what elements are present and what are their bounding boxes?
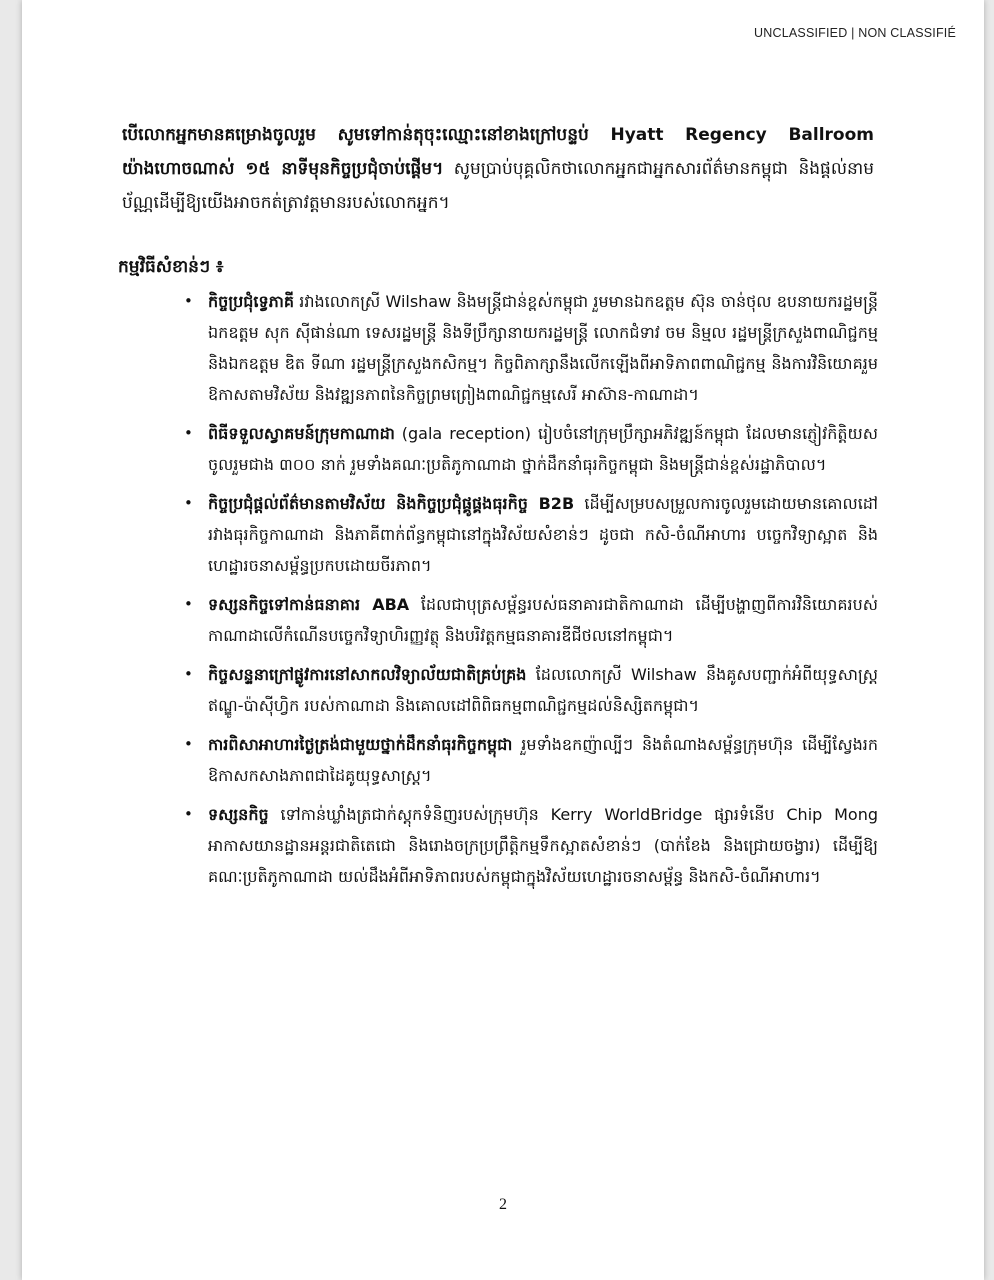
bullet-icon: • — [184, 494, 193, 512]
item-text: ទៅកាន់ឃ្លាំងត្រជាក់ស្តុកទំនិញរបស់ក្រុមហ៊ុន Kerry WorldBridge ផ្សារទំនើប Chip Mong អាកាសយានដ្ឋានអន្តរជាតិតេជោ និងរោងចក្រប្រព្រឹត្តិកម្មទឹកស្អាតសំខាន់ៗ (បាក់ខែង និងជ្រោយចង្វារ) ដើម្បីឱ្យគណៈប្រតិភូកាណាដា យល់ដឹងអំពីអាទិភាពរបស់កម្ពុជាក្នុងវិស័យហេដ្ឋារចនាសម្ព័ន្ធ និងកសិ-ចំណីអាហារ។ — [208, 805, 878, 886]
bullet-icon: • — [184, 805, 193, 823]
item-title: ពិធីទទួលស្វាគមន៍ក្រុមកាណាដា — [208, 424, 395, 443]
item-text: ដែលលោកស្រី Wilshaw នឹងគូសបញ្ជាក់អំពីយុទ្ធសាស្ត្រ ឥណ្ឌូ-ប៉ាស៊ីហ្វិក របស់កាណាដា និងគោលដៅពិពិធកម្មពាណិជ្ជកម្មដល់និស្សិតកម្ពុជា។ — [208, 665, 878, 715]
bullet-icon: • — [184, 595, 193, 613]
bullet-icon: • — [184, 292, 193, 310]
list-item — [182, 799, 878, 892]
list-item — [182, 589, 878, 651]
document-page — [22, 0, 984, 1280]
page-number: 2 — [499, 1196, 507, 1213]
item-title: ទស្សនកិច្ចទៅកាន់ធនាគារ ABA — [208, 595, 410, 614]
list-item — [182, 418, 878, 480]
item-text: (gala reception) រៀបចំនៅក្រុមប្រឹក្សាអភិវឌ្ឍន៍កម្ពុជា ដែលមានភ្ញៀវកិត្តិយសចូលរួមជាង ៣០០ នាក់ រួមទាំងគណៈប្រតិភូកាណាដា ថ្នាក់ដឹកនាំធុរកិច្ចកម្ពុជា និងមន្ត្រីជាន់ខ្ពស់រដ្ឋាភិបាល។ — [208, 424, 878, 474]
section-heading: កម្មវិធីសំខាន់ៗ ៖ — [118, 257, 224, 277]
list-item — [182, 286, 878, 410]
item-title: ការពិសាអាហារថ្ងៃត្រង់ជាមួយថ្នាក់ដឹកនាំធុរកិច្ចកម្ពុជា — [208, 735, 513, 754]
item-title: កិច្ចសន្ទនាក្រៅផ្លូវការនៅសាកលវិទ្យាល័យជាតិគ្រប់គ្រង — [208, 665, 527, 684]
item-title: កិច្ចប្រជុំទ្វេភាគី — [208, 292, 295, 311]
classification-marking: UNCLASSIFIED | NON CLASSIFIÉ — [754, 26, 956, 40]
bullet-icon: • — [184, 735, 193, 753]
item-title: កិច្ចប្រជុំផ្តល់ព័ត៌មានតាមវិស័យ និងកិច្ចប្រជុំផ្គូផ្គងធុរកិច្ច B2B — [208, 494, 575, 513]
list-item — [182, 488, 878, 581]
bullet-icon: • — [184, 424, 193, 442]
programme-list — [182, 286, 878, 900]
item-text: រវាងលោកស្រី Wilshaw និងមន្ត្រីជាន់ខ្ពស់កម្ពុជា រួមមានឯកឧត្តម ស៊ុន ចាន់ថុល ឧបនាយករដ្ឋមន្ត្រី ឯកឧត្តម សុក ស៊ីផាន់ណា ទេសរដ្ឋមន្ត្រី និងទីប្រឹក្សានាយករដ្ឋមន្ត្រី លោកជំទាវ ចម និម្មល រដ្ឋមន្ត្រីក្រសួងពាណិជ្ជកម្ម និងឯកឧត្តម ឌិត ទីណា រដ្ឋមន្ត្រីក្រសួងកសិកម្ម។ កិច្ចពិភាក្សានឹងលើកឡើងពីអាទិភាពពាណិជ្ជកម្ម និងការវិនិយោគរួម ឱកាសតាមវិស័យ និងវឌ្ឍនភាពនៃកិច្ចព្រមព្រៀងពាណិជ្ជកម្មសេរី អាស៊ាន-កាណាដា។ — [208, 292, 878, 404]
bullet-icon: • — [184, 665, 193, 683]
item-text: ដើម្បីសម្របសម្រួលការចូលរួមដោយមានគោលដៅរវាងធុរកិច្ចកាណាដា និងភាគីពាក់ព័ន្ធកម្ពុជានៅក្នុងវិស័យសំខាន់ៗ ដូចជា កសិ-ចំណីអាហារ បច្ចេកវិទ្យាស្អាត និងហេដ្ឋារចនាសម្ព័ន្ធប្រកបដោយចីរភាព។ — [208, 494, 878, 575]
list-item — [182, 659, 878, 721]
item-text: ដែលជាបុត្រសម្ព័ន្ធរបស់ធនាគារជាតិកាណាដា ដើម្បីបង្ហាញពីការវិនិយោគរបស់កាណាដាលើកំណើនបច្ចេកវិទ្យាហិរញ្ញវត្ថុ និងបរិវត្តកម្មធនាគារឌីជីថលនៅកម្ពុជា។ — [208, 595, 878, 645]
list-item — [182, 729, 878, 791]
intro-body: សូមប្រាប់បុគ្គលិកថាលោកអ្នកជាអ្នកសារព័ត៌មានកម្ពុជា និងផ្តល់នាមប័ណ្ណដើម្បីឱ្យយើងអាចកត់ត្រាវត្តមានរបស់លោកអ្នក។ — [122, 159, 874, 213]
item-text: រួមទាំងឧកញ៉ាល្បីៗ និងតំណាងសម្ព័ន្ធក្រុមហ៊ុន ដើម្បីស្វែងរកឱកាសកសាងភាពជាដៃគូយុទ្ធសាស្ត្រ។ — [208, 735, 878, 785]
intro-paragraph — [122, 118, 874, 220]
intro-lead: បើលោកអ្នកមានគម្រោងចូលរួម សូមទៅកាន់តុចុះឈ្មោះនៅខាងក្រៅបន្ទប់ Hyatt Regency Ballroom យ៉ាងហោចណាស់ ១៥ នាទីមុនកិច្ចប្រជុំចាប់ផ្តើម។ — [122, 125, 874, 179]
item-title: ទស្សនកិច្ច — [208, 805, 269, 824]
